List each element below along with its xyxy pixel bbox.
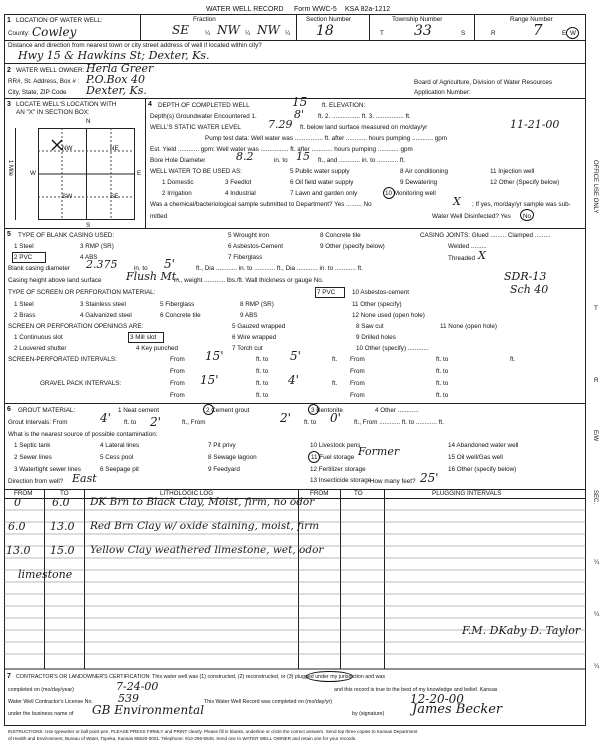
casing-height-value[interactable]: Flush Mt. — [126, 270, 180, 283]
contam-fuel-storage[interactable]: 11 Fuel storage — [311, 454, 355, 461]
how-many-feet-label: How many feet? — [370, 478, 416, 485]
county-value[interactable]: Cowley — [32, 25, 77, 39]
fraction-q1[interactable]: SE — [172, 23, 189, 37]
bore-label: Bore Hole Diameter — [150, 157, 206, 164]
fraction-label: Fraction — [193, 16, 216, 23]
yield-label: Est. Yield ............ gpm: Well water was ................ ft. after ............ hours pumping ............ gpm — [150, 146, 413, 153]
fraction-q3[interactable]: NW — [257, 23, 280, 37]
screen-to-value[interactable]: 5' — [290, 349, 301, 363]
section-number-value[interactable]: 18 — [316, 23, 334, 39]
section-box-label-2: AN "X" IN SECTION BOX: — [16, 109, 90, 116]
casing-label: TYPE OF BLANK CASING USED: — [18, 232, 115, 239]
depth-label: DEPTH OF COMPLETED WELL — [158, 102, 250, 109]
form-title: WATER WELL RECORD — [206, 6, 284, 13]
section-4-number: 4 — [148, 101, 152, 108]
casing-pvc[interactable]: 2 PVC — [14, 254, 33, 261]
openings-label: SCREEN OR PERFORATION OPENINGS ARE: — [8, 323, 144, 330]
screen-from-value[interactable]: 15' — [205, 349, 224, 363]
log-from-header-2: FROM — [310, 490, 329, 497]
use-injection[interactable]: 11 Injection well — [490, 168, 535, 175]
gravel-pack-label: GRAVEL PACK INTERVALS: — [40, 380, 122, 387]
threaded-mark[interactable]: X — [478, 249, 486, 262]
log-signature[interactable]: F.M. DKaby D. Taylor — [462, 624, 581, 637]
use-label: WELL WATER TO BE USED AS: — [150, 168, 242, 175]
instructions-line-2: of Health and Environment, Bureau of Water, Topeka, Kansas 66620-0001. Telephone: 913-296-5545. Send one to WATER WELL OWNER and retain one for your records. — [8, 736, 357, 741]
log-row-1-from[interactable]: 0 — [14, 496, 21, 509]
section-3-number: 3 — [7, 101, 11, 108]
sch-value[interactable]: Sch 40 — [510, 283, 549, 296]
section-6-number: 6 — [7, 406, 11, 413]
log-row-1-desc[interactable]: DK Brn to Black Clay, Moist, firm, no odor — [90, 496, 315, 508]
blank-diameter-value[interactable]: 2.375 — [86, 258, 118, 271]
static-level-label: WELL'S STATIC WATER LEVEL — [150, 124, 241, 131]
city-label: City, State, ZIP Code — [8, 89, 67, 96]
chemical-no-mark[interactable]: X — [453, 195, 461, 208]
township-label: Township Number — [392, 16, 443, 23]
log-to-header: TO — [60, 490, 69, 497]
log-row-3-from[interactable]: 13.0 — [6, 544, 31, 557]
section-1-number: 1 — [7, 17, 11, 24]
grout-bentonite[interactable]: 3 Bentonite — [311, 407, 343, 414]
fraction-q2[interactable]: NW — [217, 23, 240, 37]
direction-label: Direction from well? — [8, 478, 64, 485]
distance-label: Distance and direction from nearest town or city street address of well if located within city? — [8, 42, 262, 49]
license-value[interactable]: 539 — [118, 692, 139, 705]
completed-label: completed on (mo/day/year) — [8, 687, 74, 693]
log-row-2-from[interactable]: 6.0 — [8, 520, 26, 533]
address-label: RR#, St. Address, Box # : — [8, 78, 80, 85]
direction-value[interactable]: East — [72, 472, 97, 485]
location-label: LOCATION OF WATER WELL: — [16, 17, 103, 24]
form-number: Form WWC-5 — [294, 6, 337, 13]
log-row-4-desc[interactable]: limestone — [18, 568, 73, 581]
office-use-only: OFFICE USE ONLY — [592, 160, 598, 214]
gauge-value[interactable]: SDR-13 — [504, 270, 547, 283]
business-label: under the business name of — [8, 711, 74, 717]
certification-line-1: CONTRACTOR'S OR LANDOWNER'S CERTIFICATION: This water well was (1) constructed, (2) reconstructed, or (3) plugged under my jurisdiction and was — [16, 674, 385, 680]
groundwater-label: Depth(s) Groundwater Encountered 1. — [150, 113, 257, 120]
log-row-3-desc[interactable]: Yellow Clay weathered limestone, wet, odor — [90, 544, 324, 556]
log-lithologic-header: LITHOLOGIC LOG — [160, 490, 214, 497]
grout2-from[interactable]: 2' — [280, 411, 291, 425]
disinfected-no[interactable]: No — [523, 213, 532, 220]
grout1-from[interactable]: 4' — [100, 411, 111, 425]
use-public[interactable]: 5 Public water supply — [290, 168, 350, 175]
record-date-value[interactable]: 12-20-00 — [410, 692, 464, 706]
application-number-label: Application Number: — [414, 89, 471, 96]
blank-diameter-label: Blank casing diameter — [8, 265, 70, 272]
owner-label: WATER WELL OWNER: — [16, 67, 85, 74]
contamination-label: What is the nearest source of possible contamination: — [8, 431, 158, 438]
plugging-header: PLUGGING INTERVALS — [432, 490, 502, 497]
use-irrigation[interactable]: 2 Irrigation — [162, 190, 192, 197]
section-2-number: 2 — [7, 67, 11, 74]
gravel-to-value[interactable]: 4' — [288, 373, 299, 387]
use-oilfield[interactable]: 6 Oil field water supply — [290, 179, 354, 186]
section-7-number: 7 — [7, 673, 11, 680]
gravel-from-value[interactable]: 15' — [200, 373, 219, 387]
grout-intervals-label: Grout Intervals: From — [8, 419, 68, 426]
section-5-number: 5 — [7, 231, 11, 238]
depth-value[interactable]: 15 — [292, 95, 308, 109]
use-domestic[interactable]: 1 Domestic — [162, 179, 194, 186]
static-date[interactable]: 11-21-00 — [510, 118, 560, 131]
use-monitoring[interactable]: 10 Monitoring well — [385, 190, 436, 197]
county-label: County: — [8, 30, 30, 37]
use-lawn[interactable]: 7 Lawn and garden only — [290, 190, 358, 197]
log-row-2-desc[interactable]: Red Brn Clay w/ oxide staining, moist, firm — [90, 520, 320, 532]
static-level-value[interactable]: 7.29 — [268, 118, 293, 131]
use-dewatering[interactable]: 9 Dewatering — [400, 179, 438, 186]
log-row-2-to[interactable]: 13.0 — [50, 520, 75, 533]
grout-label: GROUT MATERIAL: — [18, 407, 76, 414]
chemical-label: Was a chemical/bacteriological sample submitted to Department? Yes ......... No — [150, 201, 372, 208]
completed-value[interactable]: 7-24-00 — [116, 680, 159, 693]
board-label: Board of Agriculture, Division of Water Resources — [414, 79, 553, 86]
screen-material-label: TYPE OF SCREEN OR PERFORATION MATERIAL: — [8, 289, 156, 296]
log-row-1-to[interactable]: 6.0 — [52, 496, 70, 509]
distance-value[interactable]: Hwy 15 & Hawkins St; Dexter, Ks. — [18, 49, 210, 62]
signature-value[interactable]: James Becker — [412, 702, 503, 717]
license-label: Water Well Contractor's License No. — [8, 699, 93, 705]
section-number-label: Section Number — [306, 16, 352, 23]
mile-label: 1 Mile — [7, 160, 13, 177]
range-value[interactable]: 7 — [533, 21, 543, 39]
township-value[interactable]: 33 — [414, 23, 432, 39]
fuel-former[interactable]: Former — [358, 445, 400, 458]
owner-value[interactable]: Herla Greer — [86, 62, 154, 75]
ksa-number: KSA 82a-1212 — [345, 6, 391, 13]
grout2-to[interactable]: 0' — [330, 411, 341, 425]
grout1-to[interactable]: 2' — [150, 415, 161, 429]
business-value[interactable]: GB Environmental — [92, 703, 205, 717]
use-feedlot[interactable]: 3 Feedlot — [225, 179, 252, 186]
section-box-label: LOCATE WELL'S LOCATION WITH — [16, 101, 117, 108]
groundwater-value[interactable]: 8' — [294, 108, 305, 121]
log-from-header: FROM — [14, 490, 33, 497]
bore-value[interactable]: 8.2 — [236, 150, 254, 163]
grout-cement[interactable]: 2 Cement grout — [206, 407, 250, 414]
opening-mill-slot[interactable]: 3 Mill slot — [130, 334, 157, 341]
pump-test-label: Pump test data: Well water was ................ ft. after ............ hours pumping ............ gpm — [205, 135, 448, 142]
log-row-3-to[interactable]: 15.0 — [50, 544, 75, 557]
address-value[interactable]: P.O.Box 40 — [86, 73, 145, 86]
instructions-line-1: INSTRUCTIONS: Use typewriter or ball point pen. PLEASE PRESS FIRMLY and PRINT clearly. Please fill in blanks, underline or circle the correct answers. Send top three copies to Kansas Department — [8, 729, 418, 734]
casing-height-label: Casing height above land surface — [8, 277, 102, 284]
use-other[interactable]: 12 Other (Specify below) — [490, 179, 560, 186]
range-label: Range Number — [510, 16, 553, 23]
blank-to-value[interactable]: 5' — [164, 257, 175, 271]
use-industrial[interactable]: 4 Industrial — [225, 190, 256, 197]
constructed-circle — [306, 671, 353, 682]
city-value[interactable]: Dexter, Ks. — [86, 84, 147, 97]
section-grid[interactable] — [38, 128, 135, 220]
bore-to-value[interactable]: 15 — [296, 150, 310, 163]
casing-joints-label: CASING JOINTS: Glued ......... Clamped ......... — [420, 232, 551, 239]
screen-pvc[interactable]: 7 PVC — [317, 289, 336, 296]
feet-value[interactable]: 25' — [420, 471, 439, 485]
disinfected-label: Water Well Disinfected? Yes — [432, 213, 511, 220]
use-ac[interactable]: 8 Air conditioning — [400, 168, 448, 175]
log-to-header-2: TO — [354, 490, 363, 497]
screen-intervals-label: SCREEN-PERFORATED INTERVALS: — [8, 356, 117, 363]
